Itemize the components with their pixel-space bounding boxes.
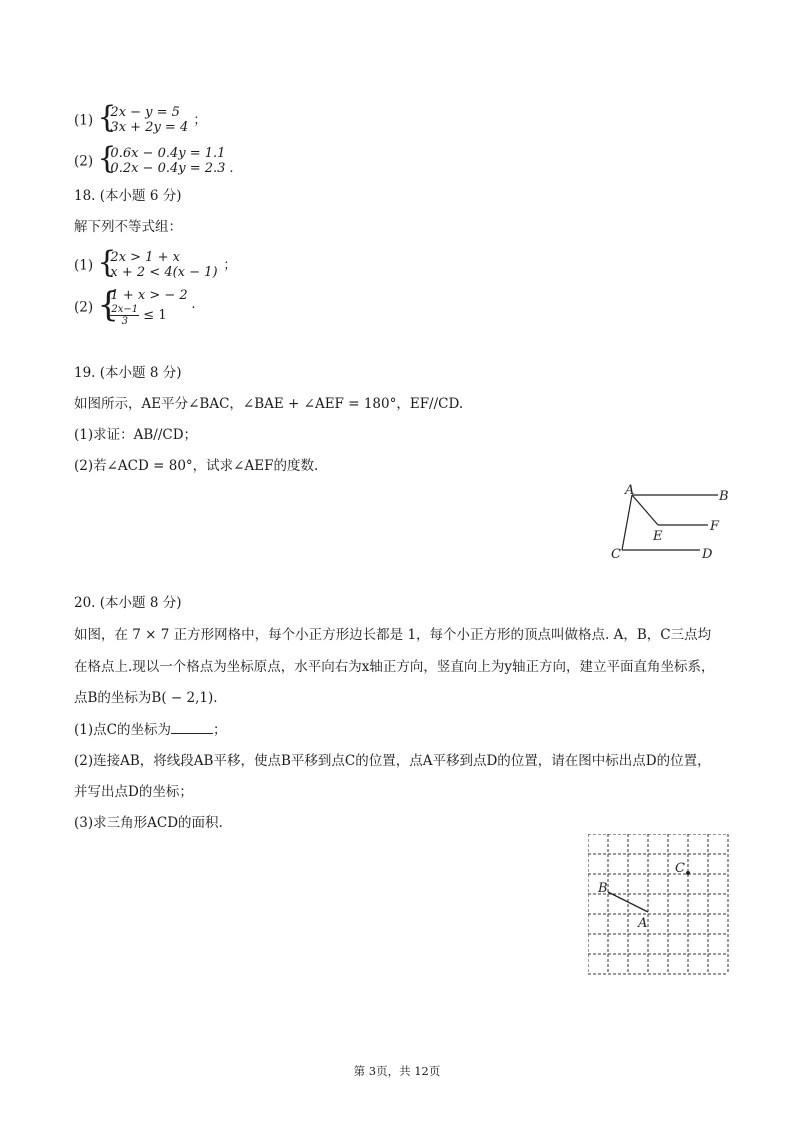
q18-p2-ineq-rest: ≤ 1 — [139, 308, 167, 323]
brace-icon: { — [97, 141, 117, 176]
q18-p2-eq1: 1 + x > − 2 — [110, 288, 188, 303]
q18-p2-tail: . — [191, 297, 196, 312]
q20-stem-line1: 如图，在 7 × 7 正方形网格中，每个小正方形边长都是 1，每个小正方形的顶点叫做格点. A，B，C三点均 — [74, 627, 712, 643]
point-d-label: D — [702, 547, 713, 562]
q20-grid-figure — [588, 834, 730, 976]
q18-p2-system — [97, 285, 207, 327]
q19-stem: 如图所示，AE平分∠BAC，∠BAE + ∠AEF = 180°，EF//CD. — [74, 396, 464, 412]
line-ae — [632, 495, 658, 525]
q19-part1: (1)求证：AB//CD； — [74, 427, 198, 443]
q18-p1-system — [97, 245, 237, 282]
q17-p2-tail: . — [229, 161, 234, 176]
q17-p2-eq2: 0.2x − 0.4y = 2.3 — [110, 161, 226, 176]
q18-p1-eq1: 2x > 1 + x — [110, 250, 180, 265]
q18-p1-tail: ； — [223, 258, 237, 273]
q20-part1-tail: ； — [212, 722, 227, 738]
q17-p1-system — [97, 100, 217, 137]
point-b-label: B — [719, 489, 729, 504]
q17-p1-tail: ； — [193, 113, 207, 128]
dashed-grid — [588, 834, 728, 974]
point-c-label: C — [611, 547, 621, 562]
q18-intro: 解下列不等式组： — [74, 219, 182, 235]
q17-p2-system — [97, 141, 247, 178]
q20-header: 20. (本小题 8 分) — [74, 595, 182, 611]
answer-blank[interactable] — [171, 719, 213, 734]
point-f-label: F — [710, 519, 720, 534]
q17-part1 — [74, 100, 217, 137]
q17-p1-eq2: 3x + 2y = 4 — [110, 120, 189, 135]
point-a-label: A — [638, 916, 648, 931]
brace-icon: { — [97, 100, 117, 135]
q18-header: 18. (本小题 6 分) — [74, 188, 182, 204]
point-b-label: B — [598, 881, 608, 896]
q18-p1-label: (1) — [74, 257, 94, 274]
q20-stem-line2: 在格点上.现以一个格点为坐标原点，水平向右为x轴正方向，竖直向上为y轴正方向，建立平面直角坐标系， — [74, 659, 715, 675]
q17-p1-eq1: 2x − y = 5 — [110, 105, 180, 120]
fraction-numerator: 2x−1 — [111, 304, 139, 315]
point-a-label: A — [625, 483, 635, 498]
q18-part2 — [74, 285, 207, 327]
q20-part2-line1: (2)连接AB，将线段AB平移，使点B平移到点C的位置，点A平移到点D的位置，请在图中标出点D的位置， — [74, 753, 711, 769]
q20-part2-line2: 并写出点D的坐标； — [74, 784, 193, 800]
q18-p2-eq2 — [110, 304, 166, 327]
q20-stem-line3: 点B的坐标为B( − 2,1). — [74, 690, 218, 706]
point-e-label: E — [653, 529, 663, 544]
q20-part1-text: (1)点C的坐标为 — [74, 722, 171, 738]
page-footer: 第 3页，共 12页 — [353, 1064, 441, 1078]
brace-icon: { — [97, 245, 117, 280]
q17-p1-label: (1) — [74, 112, 94, 129]
q17-p2-label: (2) — [74, 153, 94, 170]
q18-p2-fraction — [110, 304, 139, 327]
line-ac — [622, 495, 632, 550]
q19-part2: (2)若∠ACD = 80°，试求∠AEF的度数. — [74, 458, 319, 474]
q18-p2-label: (2) — [74, 299, 94, 316]
q17-p2-eq1: 0.6x − 0.4y = 1.1 — [110, 146, 226, 161]
point-c — [686, 871, 690, 875]
q20-part3: (3)求三角形ACD的面积. — [74, 815, 223, 831]
q19-header: 19. (本小题 8 分) — [74, 365, 182, 381]
brace-icon: { — [97, 285, 120, 325]
q20-part1 — [74, 719, 226, 740]
q18-part1 — [74, 245, 237, 282]
q18-p1-eq2: x + 2 < 4(x − 1) — [110, 265, 218, 280]
q19-figure — [600, 478, 740, 568]
fraction-denominator: 3 — [121, 316, 128, 327]
point-c-label: C — [675, 861, 685, 876]
q17-part2 — [74, 141, 247, 178]
